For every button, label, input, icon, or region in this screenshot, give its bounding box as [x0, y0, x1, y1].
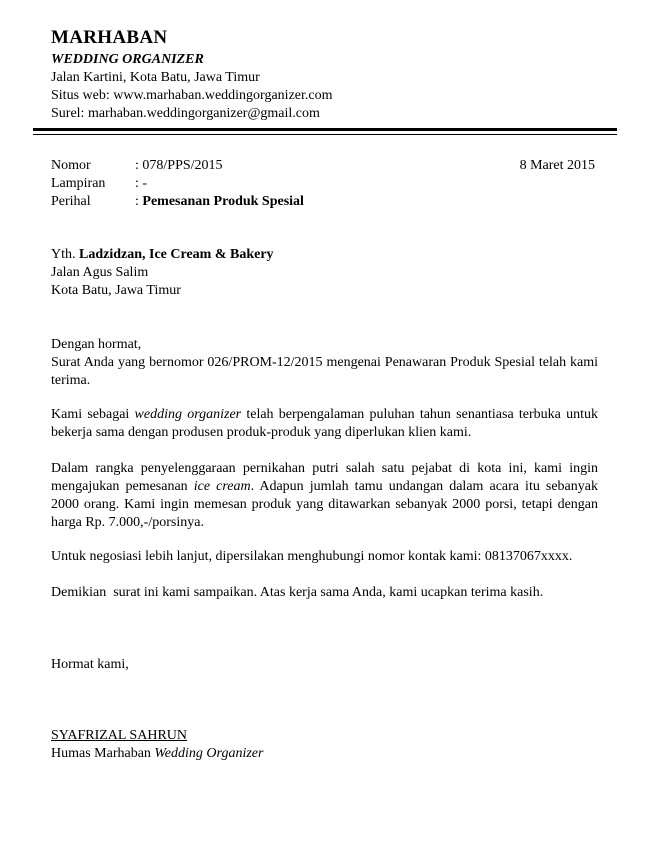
org-email: Surel: marhaban.weddingorganizer@gmail.com	[51, 106, 320, 121]
signer-title-italic: Wedding Organizer	[154, 746, 264, 761]
org-name: MARHABAN	[51, 27, 168, 48]
nomor-label: Nomor	[51, 158, 91, 173]
paragraph-3	[51, 460, 598, 532]
signer-title	[51, 745, 598, 763]
lampiran-label: Lampiran	[51, 176, 106, 191]
signer-name: SYAFRIZAL SAHRUN	[51, 728, 188, 743]
p2-text-a: Kami sebagai	[51, 407, 135, 422]
signature-block	[51, 727, 598, 763]
signer-title-a: Humas Marhaban	[51, 746, 155, 761]
paragraph-4: Untuk negosiasi lebih lanjut, dipersilakan menghubungi nomor kontak kami: 08137067xxxx.	[51, 549, 573, 564]
letter-date: 8 Maret 2015	[519, 158, 595, 173]
recipient-block	[51, 246, 274, 300]
closing-regards: Hormat kami,	[51, 657, 129, 672]
letterhead-rule-thick	[33, 128, 617, 131]
letterhead-rule-thin	[33, 134, 617, 135]
perihal-colon: :	[135, 194, 143, 209]
meta-row-nomor	[51, 157, 304, 175]
paragraph-5: Demikian surat ini kami sampaikan. Atas kerja sama Anda, kami ucapkan terima kasih.	[51, 585, 544, 600]
recipient-name: Ladzidzan, Ice Cream & Bakery	[79, 247, 274, 262]
recipient-address-2: Kota Batu, Jawa Timur	[51, 283, 181, 298]
recipient-line	[51, 246, 274, 264]
perihal-value: Pemesanan Produk Spesial	[142, 194, 304, 209]
p2-italic: wedding organizer	[134, 407, 242, 422]
nomor-value: : 078/PPS/2015	[135, 158, 223, 173]
paragraph-2	[51, 406, 598, 442]
p3-italic: ice cream	[193, 479, 251, 494]
org-address: Jalan Kartini, Kota Batu, Jawa Timur	[51, 70, 260, 85]
lampiran-value: : -	[135, 176, 148, 191]
p3-text-b: . Adapun jumlah tamu undangan dalam acara itu sebanyak 2000 orang. Kami ingin memesan produk yang ditawarkan sebanyak 2000 porsi, tetapi dengan harga Rp. 7.000,-/porsinya.	[51, 479, 598, 530]
letter-meta	[51, 157, 304, 211]
meta-row-perihal	[51, 193, 304, 211]
paragraph-1: Surat Anda yang bernomor 026/PROM-12/2015 mengenai Penawaran Produk Spesial telah kami terima.	[51, 355, 598, 388]
org-subtitle: WEDDING ORGANIZER	[51, 52, 204, 67]
p2-text-b: telah berpengalaman puluhan tahun senantiasa terbuka untuk bekerja sama dengan produsen produk-produk yang diperlukan klien kami.	[51, 407, 598, 440]
recipient-address-1: Jalan Agus Salim	[51, 265, 149, 280]
perihal-label: Perihal	[51, 194, 91, 209]
meta-row-lampiran	[51, 175, 304, 193]
org-website: Situs web: www.marhaban.weddingorganizer.com	[51, 88, 333, 103]
recipient-prefix: Yth.	[51, 247, 79, 262]
letterhead	[51, 27, 333, 123]
salutation: Dengan hormat,	[51, 337, 142, 352]
p3-text-a: Dalam rangka penyelenggaraan pernikahan putri salah satu pejabat di kota ini, kami ingin mengajukan pemesanan	[51, 461, 598, 494]
